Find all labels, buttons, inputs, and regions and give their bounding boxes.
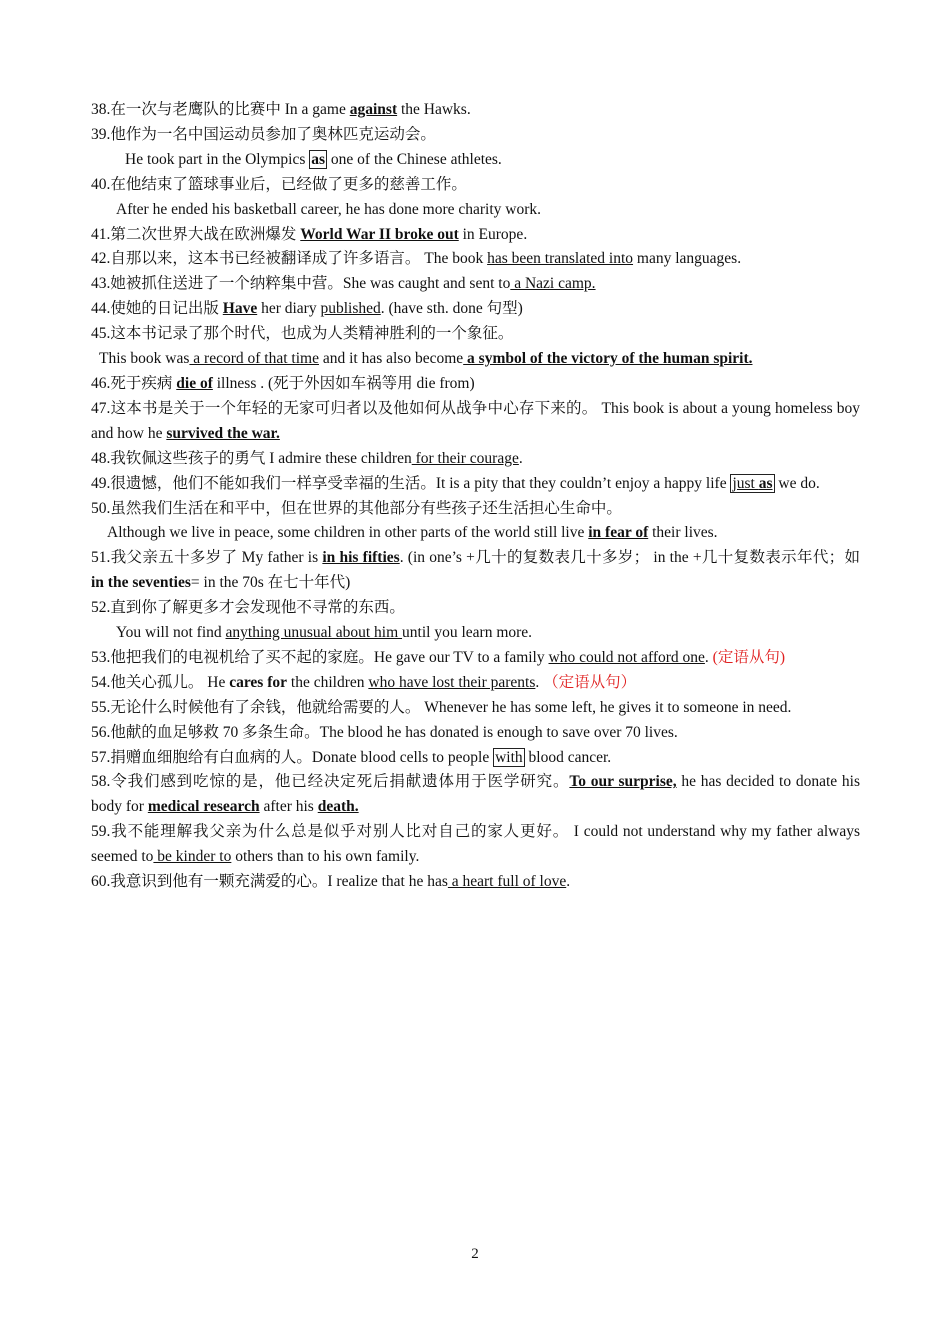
key-phrase: in fear of [588,524,649,542]
item-58 [91,770,860,820]
boxed-phrase: as [758,474,773,492]
grammar-note: （定语从句） [543,673,637,691]
text: 42.自那以来，这本书已经被翻译成了许多语言。 The book [91,250,488,268]
item-52-english [91,621,860,646]
item-60 [91,870,860,895]
text: 53.他把我们的电视机给了买不起的家庭。He gave our TV to a family [91,648,549,666]
text: 60.我意识到他有一颗充满爱的心。I realize that he has [91,873,448,891]
text: 49.很遗憾，他们不能如我们一样享受幸福的生活。It is a pity that they couldn’t enjoy a happy life [91,474,731,492]
item-45-english [91,347,860,372]
item-51 [91,546,860,596]
key-phrase: To our surprise, [569,773,677,791]
item-45-chinese: 45.这本书记录了那个时代，也成为人类精神胜利的一个象征。 [91,325,514,343]
item-50-english [91,521,860,546]
page-number: 2 [471,1246,479,1262]
boxed-phrase: just [732,474,759,492]
text: . [704,648,713,666]
item-57 [91,746,860,771]
text: This book was [99,350,190,368]
text: Although we live in peace, some children in other parts of the world still live [107,524,589,542]
text: in Europe. [458,225,528,243]
item-56: 56.他献的血足够救 70 多条生命。The blood he has donated is enough to save over 70 lives. [91,723,678,741]
key-phrase: be kinder to [153,848,232,866]
key-phrase: for their courage [411,449,519,467]
text: and it has also become [318,350,464,368]
item-53 [91,646,860,671]
key-phrase: survived the war. [166,424,280,442]
grammar-note: (定语从句) [712,648,785,666]
key-phrase: a Nazi camp. [510,275,596,293]
text: after his [259,798,318,816]
text: . [518,449,523,467]
key-phrase: medical research [147,798,260,816]
item-40-chinese: 40.在他结束了篮球事业后，已经做了更多的慈善工作。 [91,175,467,193]
text: many languages. [633,250,742,268]
item-47 [91,397,860,447]
text: the Hawks. [397,101,471,118]
key-phrase: in his fifties [322,549,400,567]
item-48 [91,447,860,472]
text: 43.她被抓住送进了一个纳粹集中营。She was caught and sent to [91,275,511,293]
boxed-word: with [495,748,523,766]
key-phrase: die of [176,374,213,392]
text: 59.我不能理解我父亲为什么总是似乎对别人比对自己的家人更好。 I could not understand why my father always seemed to [91,823,860,866]
text: illness . (死于外因如车祸等用 die from) [212,374,475,392]
text: . [535,673,544,691]
text: 46.死于疾病 [91,374,177,392]
key-phrase: a symbol of the victory of the human spirit. [463,350,753,368]
key-phrase: who have lost their parents [368,673,536,691]
text: . (in one’s +几十的复数表几十多岁； in the +几十复数表示年代；如 [399,549,861,567]
text: . (have sth. done 句型) [380,300,523,318]
item-40-english: After he ended his basketball career, he has done more charity work. [116,200,542,218]
key-phrase: in the seventies [91,574,191,592]
text: 48.我钦佩这些孩子的勇气 I admire these children [91,449,412,467]
text: the children [287,673,369,691]
item-38 [91,98,860,123]
item-42 [91,247,860,272]
key-phrase: a record of that time [189,350,319,368]
key-phrase: who could not afford one [548,648,705,666]
item-43 [91,272,860,297]
item-39-chinese: 39.他作为一名中国运动员参加了奥林匹克运动会。 [91,125,436,143]
text: 57.捐赠血细胞给有白血病的人。Donate blood cells to people [91,748,494,766]
key-phrase: against [349,101,398,118]
key-phrase: has been translated into [487,250,634,268]
text: 54.他关心孤儿。 He [91,673,230,691]
item-50-chinese: 50.虽然我们生活在和平中，但在世界的其他部分有些孩子还生活担心生命中。 [91,499,622,517]
key-phrase: death. [317,798,359,816]
text: You will not find [116,624,226,642]
text: 44.使她的日记出版 [91,300,223,318]
text: until you learn more. [402,624,533,642]
text: one of the Chinese athletes. [327,150,502,168]
item-39-english [91,148,860,173]
text: others than to his own family. [231,848,420,866]
item-59 [91,820,860,870]
item-55: 55.无论什么时候他有了余钱，他就给需要的人。 Whenever he has some left, he gives it to someone in need. [91,698,792,716]
item-52-chinese: 52.直到你了解更多才会发现他不寻常的东西。 [91,599,405,617]
text: we do. [774,474,820,492]
text: 38.在一次与老鹰队的比赛中 In a game [91,101,350,118]
text: blood cancer. [524,748,612,766]
key-phrase: Have [222,300,258,318]
text: 47.这本书是关于一个年轻的无家可归者以及他如何从战争中心存下来的。 This book is about a young homeless boy and how he [91,399,860,442]
key-phrase: cares for [229,673,288,691]
key-phrase: published [320,300,381,318]
text: 58.令我们感到吃惊的是，他已经决定死后捐献遗体用于医学研究。 [91,773,570,791]
item-46 [91,372,860,397]
key-phrase: World War II broke out [300,225,459,243]
text: . [566,873,571,891]
text: her diary [257,300,321,318]
text: 51.我父亲五十多岁了 My father is [91,549,323,567]
item-54 [91,671,860,696]
text: = in the 70s 在七十年代) [190,574,351,592]
boxed-word: as [311,150,326,168]
key-phrase: a heart full of love [447,873,567,891]
key-phrase: anything unusual about him [225,624,403,642]
item-41 [91,223,860,248]
text: he has decided to donate his body for [91,773,860,816]
text: their lives. [648,524,718,542]
text: 41.第二次世界大战在欧洲爆发 [91,225,301,243]
item-49 [91,472,860,497]
text: He took part in the Olympics [125,150,310,168]
document-body [91,98,860,895]
item-44 [91,297,860,322]
